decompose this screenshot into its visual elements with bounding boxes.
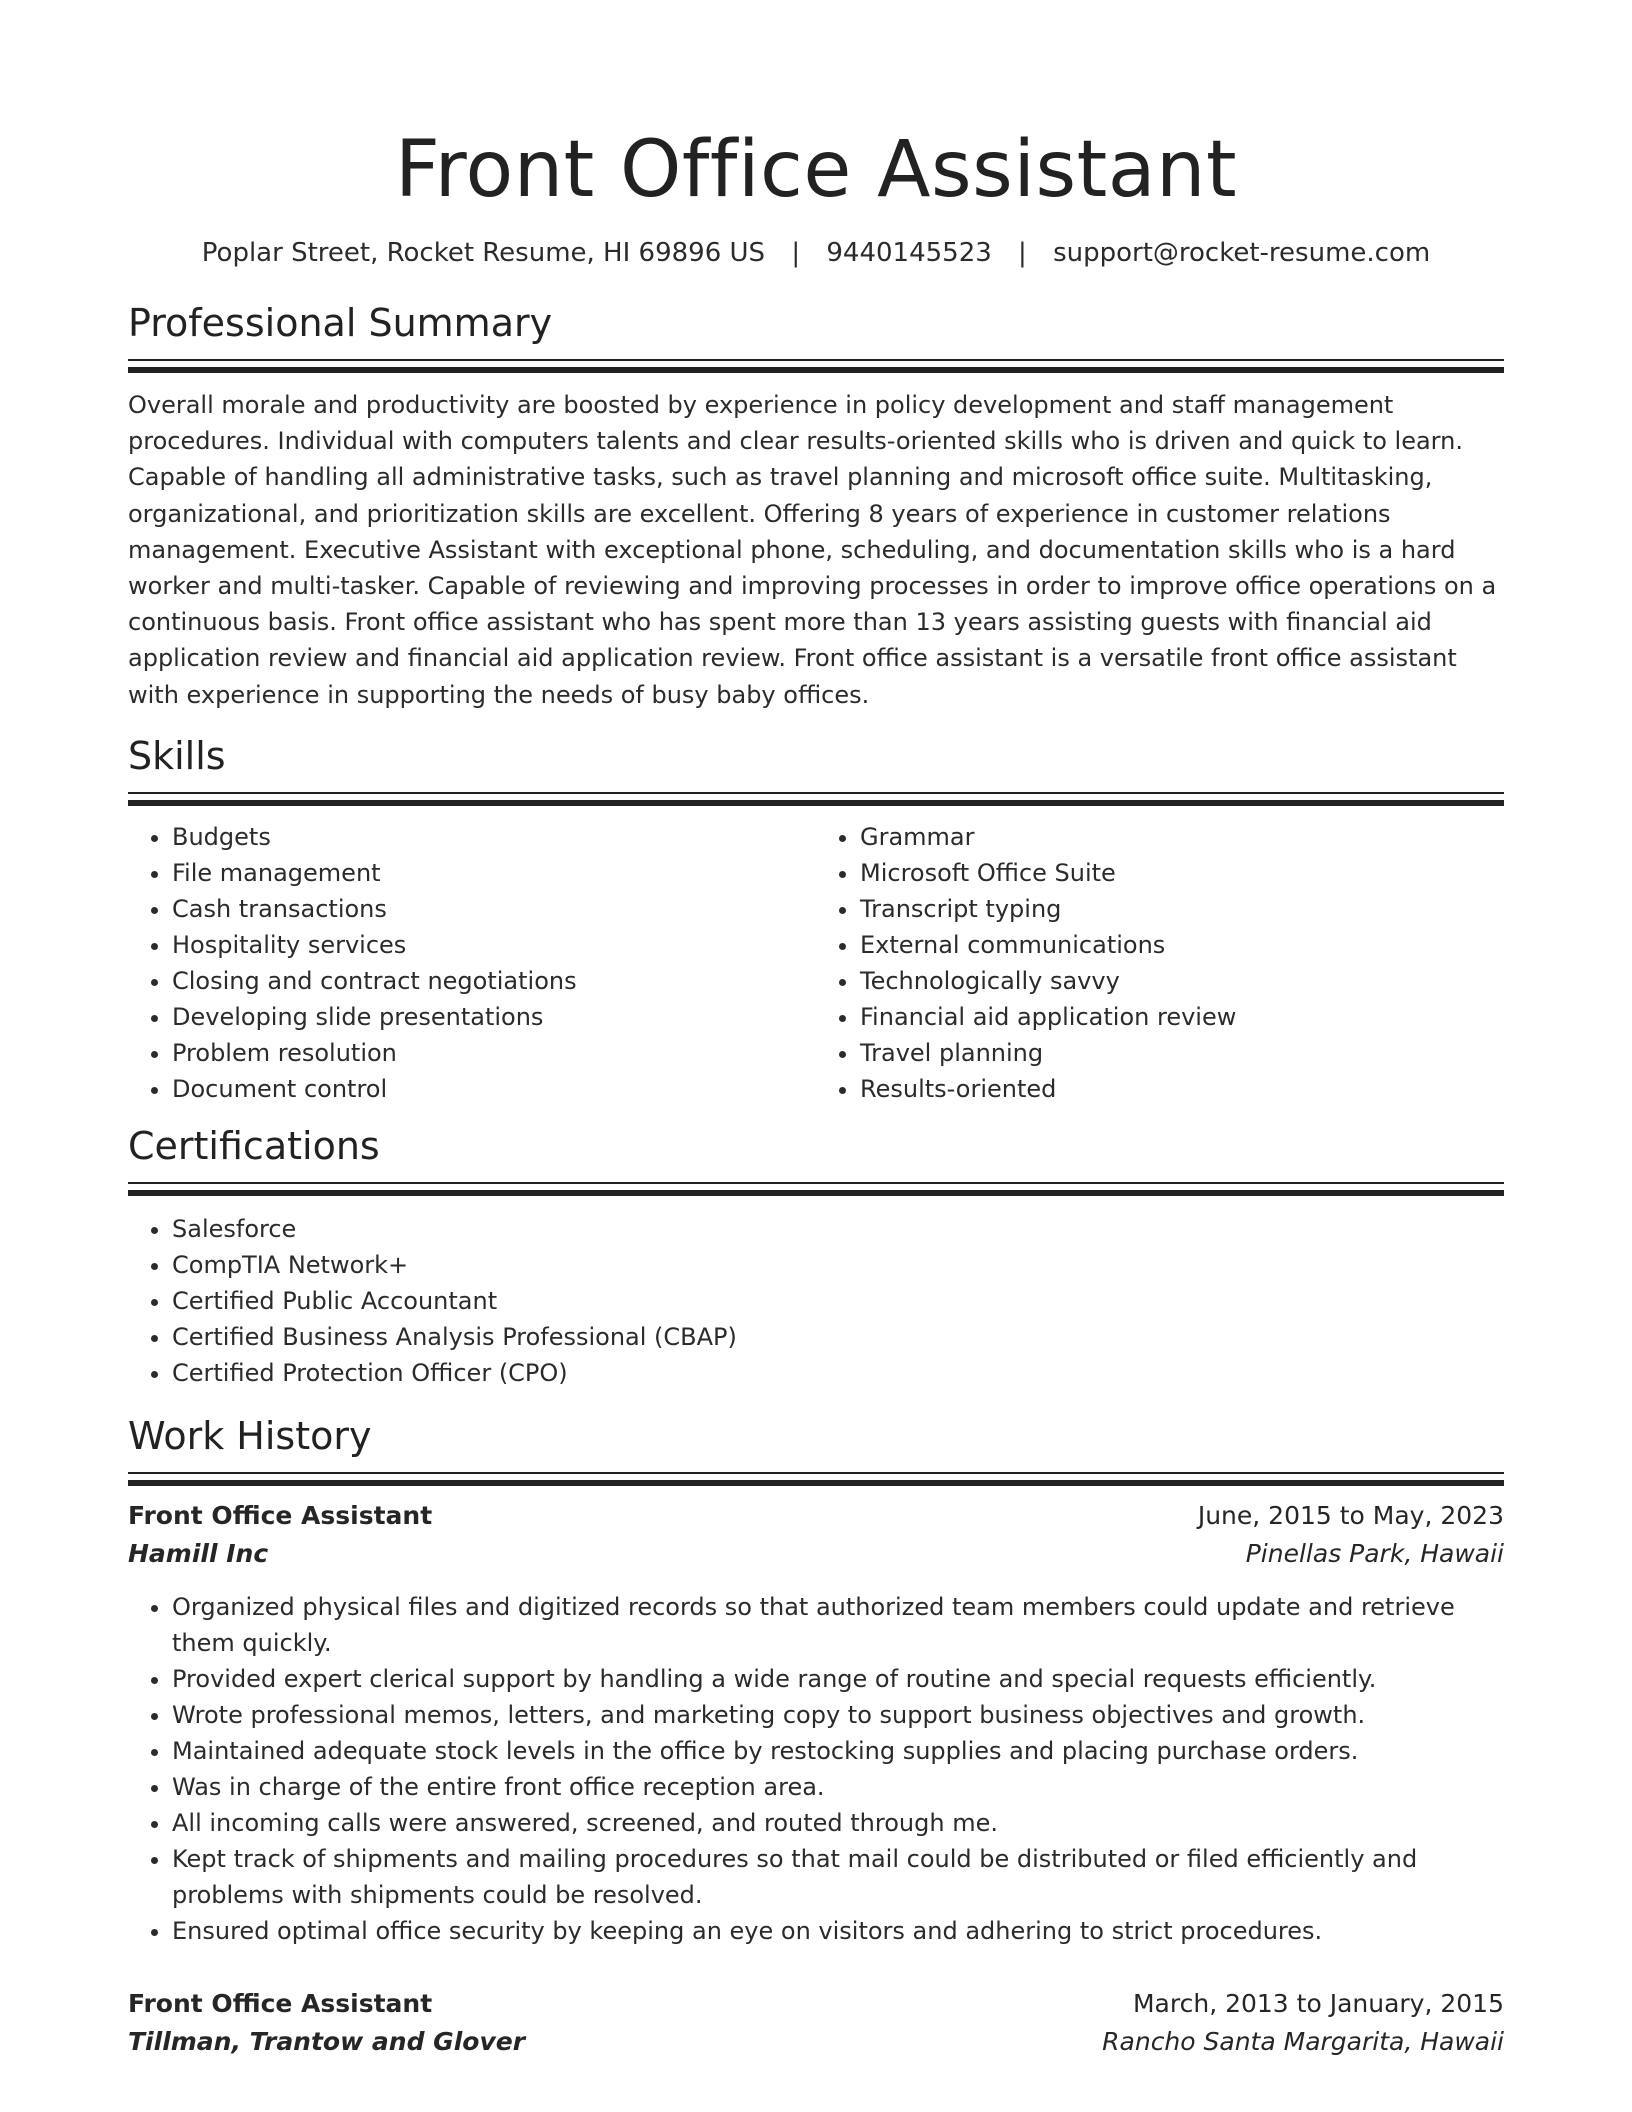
certifications-list <box>128 1211 1504 1391</box>
job-bullet: • Kept track of shipments and mailing procedures so that mail could be distributed or filed efficiently and problems with shipments could be resolved. <box>172 1841 1504 1913</box>
skill-item: • Results-oriented <box>860 1071 1504 1107</box>
skill-item: • Closing and contract negotiations <box>172 963 816 999</box>
contact-address: Poplar Street, Rocket Resume, HI 69896 US <box>201 238 766 268</box>
contact-separator: | <box>1018 238 1027 268</box>
job-header <box>128 1497 1504 1535</box>
skill-item: • Document control <box>172 1071 816 1107</box>
skills-columns <box>128 819 1504 1107</box>
job-company: Tillman, Trantow and Glover <box>128 2026 526 2056</box>
job-subheader <box>128 2023 1504 2061</box>
section-title: Skills <box>128 733 226 778</box>
section-title: Work History <box>128 1413 372 1458</box>
job-entry <box>128 1985 1504 2061</box>
skill-item: • Cash transactions <box>172 891 816 927</box>
job-location: Rancho Santa Margarita, Hawaii <box>1102 2026 1504 2056</box>
section-title: Professional Summary <box>128 301 553 345</box>
summary-text: Overall morale and productivity are boosted by experience in policy development and staff management procedures. Individual with computers talents and clear results-oriented skills who is driven and quick to learn. Capable of handling all administrative tasks, such as travel planning and microsoft office suite. Multitasking, organizational, and prioritization skills are excellent. Offering 8 years of experience in customer relations management. Executive Assistant with exceptional phone, scheduling, and documentation skills who is a hard worker and multi-tasker. Capable of reviewing and improving processes in order to improve office operations on a continuous basis. Front office assistant who has spent more than 13 years assisting guests with financial aid application review and financial aid application review. Front office assistant is a versatile front office assistant with experience in supporting the needs of busy baby offices. <box>128 391 1497 709</box>
section-divider <box>128 1472 1504 1485</box>
skill-item: • Travel planning <box>860 1035 1504 1071</box>
job-bullet: • All incoming calls were answered, screened, and routed through me. <box>172 1805 1504 1841</box>
skill-item: • Transcript typing <box>860 891 1504 927</box>
skills-section <box>128 731 1504 1107</box>
certification-item: • Salesforce <box>172 1211 1504 1247</box>
skill-item: • Problem resolution <box>172 1035 816 1071</box>
certification-item: • Certified Business Analysis Professional (CBAP) <box>172 1319 1504 1355</box>
skill-item: • Financial aid application review <box>860 999 1504 1035</box>
section-divider <box>128 792 1504 805</box>
job-title: Front Office Assistant <box>128 1500 433 1530</box>
job-bullet: • Organized physical files and digitized records so that authorized team members could update and retrieve them quickly. <box>172 1589 1504 1661</box>
skill-item: • Hospitality services <box>172 927 816 963</box>
job-bullet: • Maintained adequate stock levels in the office by restocking supplies and placing purchase orders. <box>172 1733 1504 1769</box>
skill-item: • File management <box>172 855 816 891</box>
skill-item: • Grammar <box>860 819 1504 855</box>
job-bullet: • Ensured optimal office security by keeping an eye on visitors and adhering to strict procedures. <box>172 1913 1504 1949</box>
job-bullet: • Provided expert clerical support by handling a wide range of routine and special requests efficiently. <box>172 1661 1504 1697</box>
contact-separator: | <box>791 238 801 268</box>
skill-item: • Budgets <box>172 819 816 855</box>
resume-name: Front Office Assistant <box>394 125 1238 215</box>
section-title: Certifications <box>128 1123 380 1168</box>
summary-section <box>128 298 1504 713</box>
job-header <box>128 1985 1504 2023</box>
skill-item: • Developing slide presentations <box>172 999 816 1035</box>
work-history-section <box>128 1411 1504 2061</box>
job-dates: June, 2015 to May, 2023 <box>1197 1500 1504 1530</box>
contact-phone: 9440145523 <box>826 238 992 268</box>
job-company: Hamill Inc <box>128 1538 269 1568</box>
section-divider <box>128 359 1504 372</box>
skill-item: • External communications <box>860 927 1504 963</box>
job-location: Pinellas Park, Hawaii <box>1245 1538 1504 1568</box>
skill-item: • Microsoft Office Suite <box>860 855 1504 891</box>
job-bullets <box>128 1589 1504 1949</box>
certification-item: • Certified Protection Officer (CPO) <box>172 1355 1504 1391</box>
skill-item: • Technologically savvy <box>860 963 1504 999</box>
job-subheader <box>128 1535 1504 1573</box>
certifications-section <box>128 1121 1504 1391</box>
job-bullet: • Was in charge of the entire front office reception area. <box>172 1769 1504 1805</box>
certification-item: • CompTIA Network+ <box>172 1247 1504 1283</box>
skills-column-right <box>816 819 1504 1107</box>
contact-line <box>128 236 1504 270</box>
skills-column-left <box>128 819 816 1107</box>
certification-item: • Certified Public Accountant <box>172 1283 1504 1319</box>
contact-email: support@rocket-resume.com <box>1053 238 1431 268</box>
job-bullet: • Wrote professional memos, letters, and marketing copy to support business objectives and growth. <box>172 1697 1504 1733</box>
section-divider <box>128 1182 1504 1195</box>
job-dates: March, 2013 to January, 2015 <box>1132 1988 1504 2018</box>
job-entry <box>128 1497 1504 1949</box>
job-title: Front Office Assistant <box>128 1988 433 2018</box>
